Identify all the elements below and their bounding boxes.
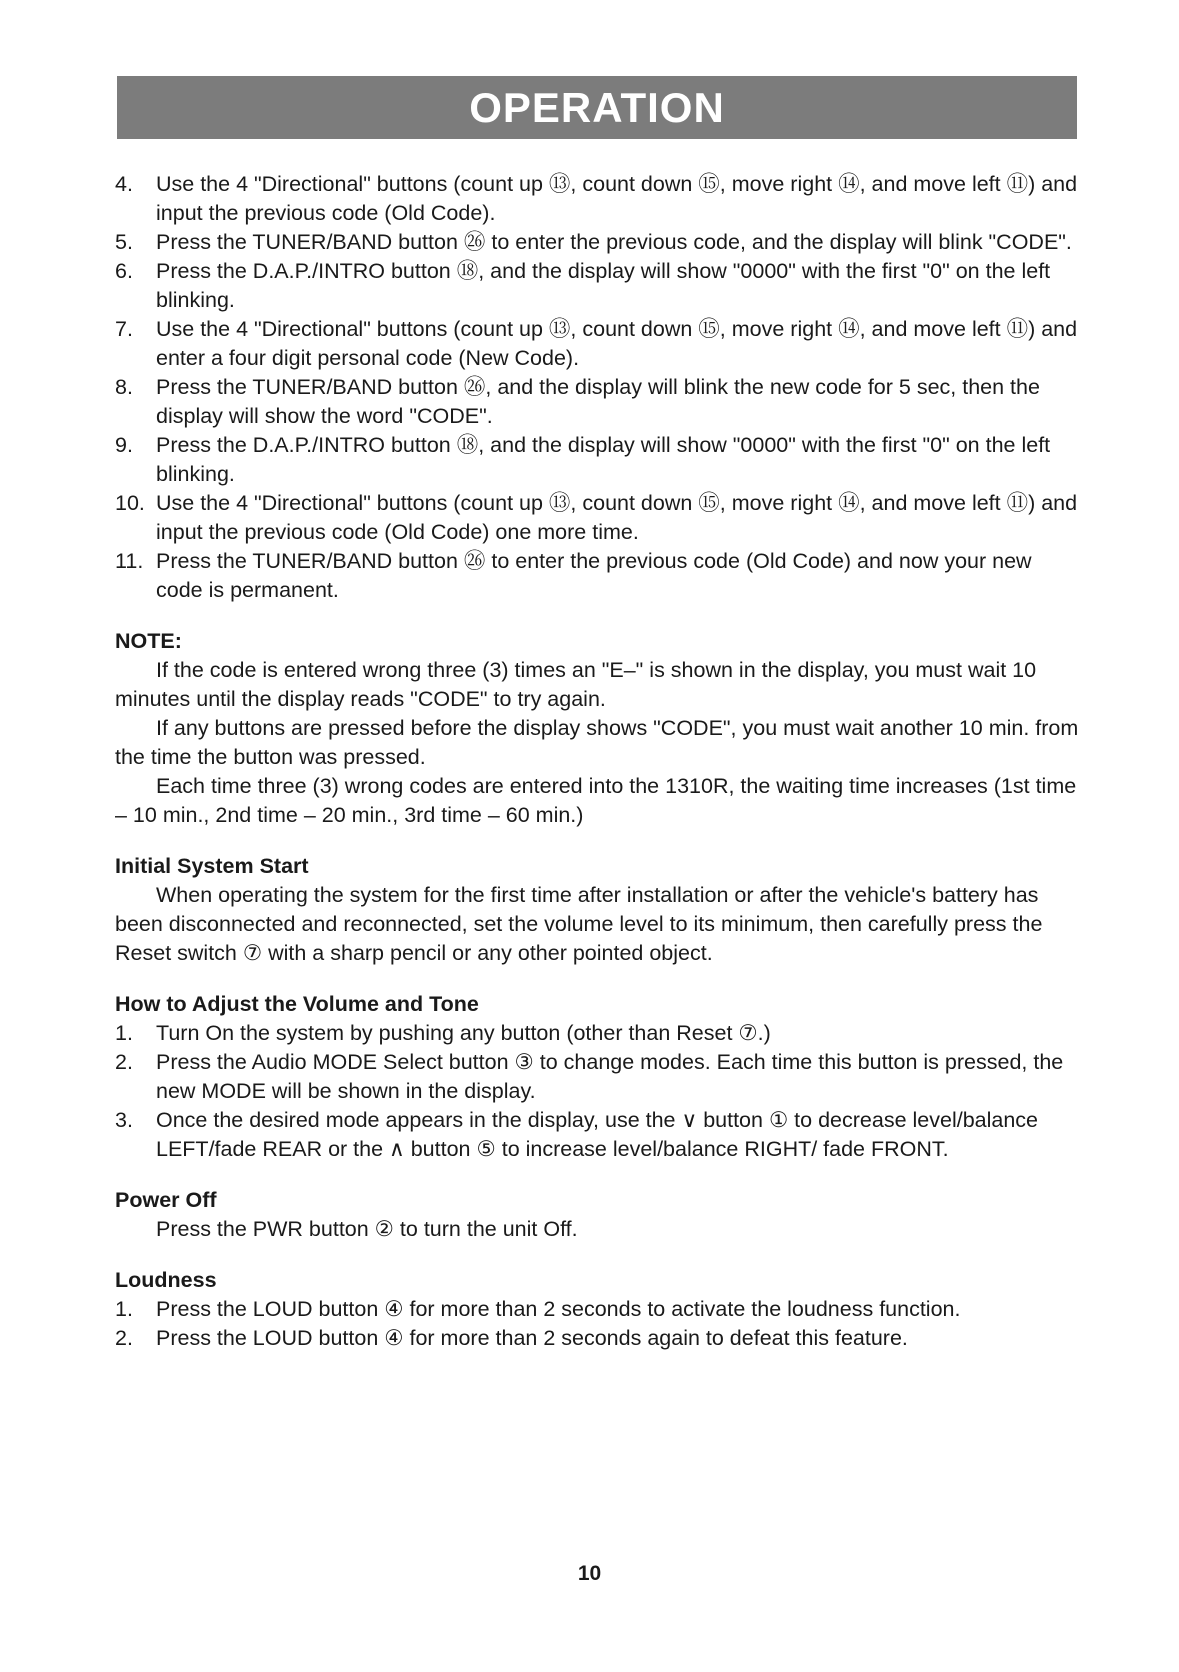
loudness-heading: Loudness bbox=[115, 1268, 217, 1292]
list-item-text: Press the D.A.P./INTRO button ⑱, and the display will show "0000" with the first "0" on the left blinking. bbox=[156, 433, 1051, 486]
list-item bbox=[115, 1019, 1080, 1048]
list-item-text: Press the Audio MODE Select button ③ to change modes. Each time this button is pressed, the new MODE will be shown in the display. bbox=[156, 1050, 1064, 1103]
list-item bbox=[115, 489, 1080, 547]
list-item-number: 9. bbox=[115, 433, 133, 457]
volume-tone-heading: How to Adjust the Volume and Tone bbox=[115, 992, 479, 1016]
list-item bbox=[115, 257, 1080, 315]
volume-tone-list bbox=[115, 1019, 1080, 1164]
page-content bbox=[115, 170, 1080, 1353]
list-item-text: Once the desired mode appears in the display, use the ∨ button ① to decrease level/balance LEFT/fade REAR or the ∧ button ⑤ to increase level/balance RIGHT/ fade FRONT. bbox=[156, 1108, 1039, 1161]
list-item bbox=[115, 170, 1080, 228]
list-item-text: Press the LOUD button ④ for more than 2 seconds again to defeat this feature. bbox=[156, 1326, 908, 1350]
list-item bbox=[115, 547, 1080, 605]
initial-start-text: When operating the system for the first time after installation or after the vehicle's battery has been disconnected and reconnected, set the volume level to its minimum, then carefully press the Reset switch ⑦ with a sharp pencil or any other pointed object. bbox=[115, 883, 1043, 965]
list-item-text: Press the TUNER/BAND button ㉖ to enter the previous code, and the display will blink "CODE". bbox=[156, 230, 1072, 254]
section-banner bbox=[117, 76, 1077, 139]
note-heading: NOTE: bbox=[115, 629, 182, 653]
loudness-list bbox=[115, 1295, 1080, 1353]
initial-start-heading: Initial System Start bbox=[115, 854, 309, 878]
list-item-number: 2. bbox=[115, 1326, 133, 1350]
power-off-heading: Power Off bbox=[115, 1188, 217, 1212]
list-item-number: 2. bbox=[115, 1050, 133, 1074]
list-item-text: Press the D.A.P./INTRO button ⑱, and the display will show "0000" with the first "0" on the left blinking. bbox=[156, 259, 1051, 312]
power-off-text: Press the PWR button ② to turn the unit Off. bbox=[156, 1217, 578, 1241]
list-item bbox=[115, 228, 1080, 257]
note-paragraph: If the code is entered wrong three (3) times an "E–" is shown in the display, you must wait 10 minutes until the display reads "CODE" to try again. bbox=[115, 658, 1037, 711]
list-item-number: 6. bbox=[115, 259, 133, 283]
list-item bbox=[115, 1106, 1080, 1164]
list-item-number: 1. bbox=[115, 1297, 133, 1321]
list-item bbox=[115, 373, 1080, 431]
list-item-text: Use the 4 "Directional" buttons (count up ⑬, count down ⑮, move right ⑭, and move left ⑪) and input the previous code (Old Code). bbox=[156, 172, 1078, 225]
list-item bbox=[115, 1295, 1080, 1324]
page-title: OPERATION bbox=[469, 83, 725, 131]
list-item-number: 3. bbox=[115, 1108, 133, 1132]
list-item-text: Press the TUNER/BAND button ㉖, and the display will blink the new code for 5 sec, then the display will show the word "CODE". bbox=[156, 375, 1040, 428]
list-item-text: Turn On the system by pushing any button (other than Reset ⑦.) bbox=[156, 1021, 771, 1045]
code-steps-list bbox=[115, 170, 1080, 605]
list-item-text: Press the LOUD button ④ for more than 2 seconds to activate the loudness function. bbox=[156, 1297, 961, 1321]
list-item-number: 1. bbox=[115, 1021, 133, 1045]
list-item-text: Use the 4 "Directional" buttons (count up ⑬, count down ⑮, move right ⑭, and move left ⑪) and enter a four digit personal code (New Code). bbox=[156, 317, 1078, 370]
list-item-number: 7. bbox=[115, 317, 133, 341]
note-paragraph: If any buttons are pressed before the display shows "CODE", you must wait another 10 min. from the time the button was pressed. bbox=[115, 716, 1079, 769]
page-number: 10 bbox=[577, 1562, 602, 1585]
list-item bbox=[115, 315, 1080, 373]
list-item-number: 4. bbox=[115, 172, 133, 196]
list-item-text: Use the 4 "Directional" buttons (count up ⑬, count down ⑮, move right ⑭, and move left ⑪) and input the previous code (Old Code) one more time. bbox=[156, 491, 1078, 544]
list-item bbox=[115, 431, 1080, 489]
list-item-number: 10. bbox=[115, 491, 145, 515]
list-item bbox=[115, 1324, 1080, 1353]
list-item-number: 8. bbox=[115, 375, 133, 399]
list-item bbox=[115, 1048, 1080, 1106]
list-item-number: 5. bbox=[115, 230, 133, 254]
list-item-text: Press the TUNER/BAND button ㉖ to enter the previous code (Old Code) and now your new code is permanent. bbox=[156, 549, 1032, 602]
list-item-number: 11. bbox=[115, 549, 144, 573]
note-paragraph: Each time three (3) wrong codes are entered into the 1310R, the waiting time increases (1st time – 10 min., 2nd time – 20 min., 3rd time – 60 min.) bbox=[115, 774, 1077, 827]
